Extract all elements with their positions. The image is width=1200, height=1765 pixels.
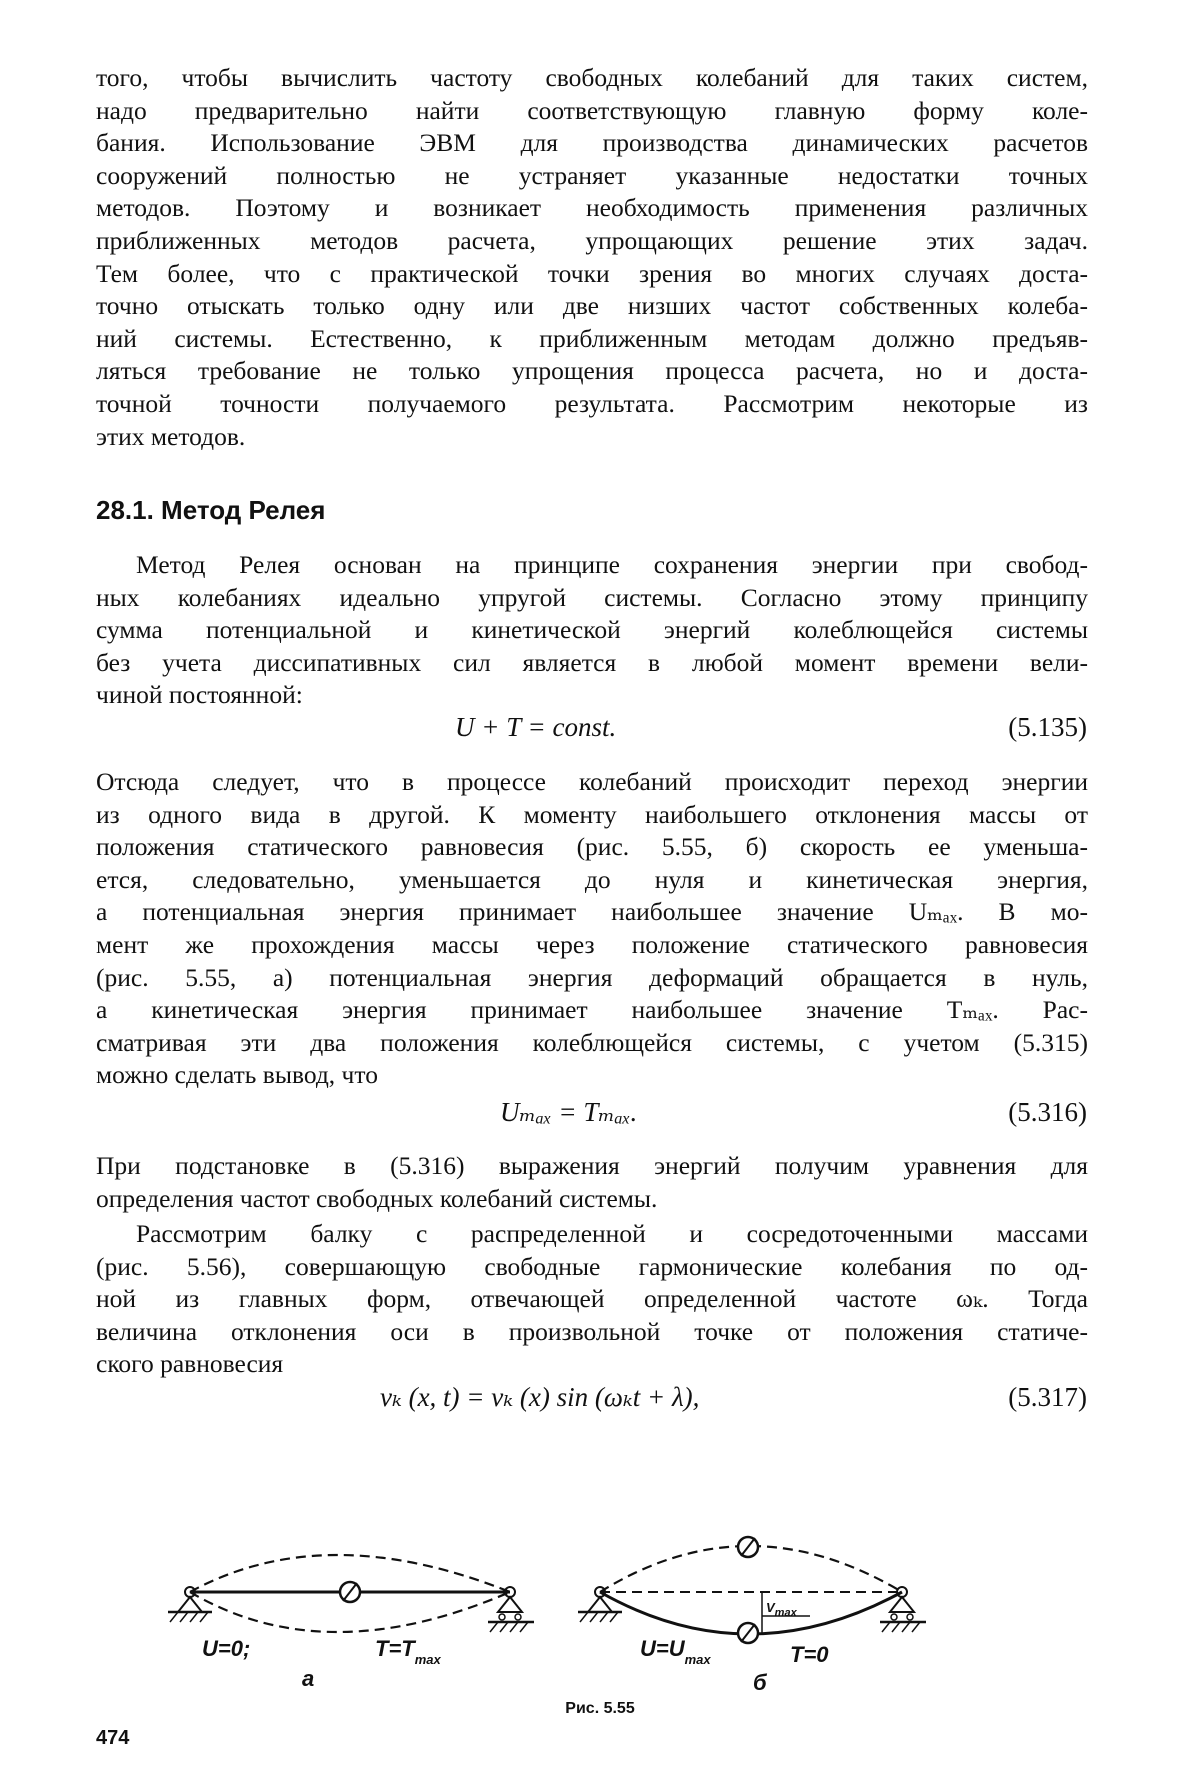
section-heading: 28.1. Метод Релея [96, 495, 326, 525]
text-line: приближенных методов расчета, упрощающих решение этих задач. [96, 225, 1088, 255]
text-line: ний системы. Естественно, к приближенным методам должно предъяв- [96, 323, 1088, 353]
text-line: ной из главных форм, отвечающей определенной частоте ωₖ. Тогда [96, 1284, 1088, 1314]
text-line: ется, следовательно, уменьшается до нуля и кинетическая энергия, [96, 864, 1088, 894]
text-line: того, чтобы вычислить частоту свободных колебаний для таких систем, [96, 63, 1088, 92]
text-line: положения статического равновесия (рис. 5.55, б) скорость ее уменьша- [96, 832, 1088, 862]
rayleigh-paragraph-3 [96, 1150, 1088, 1215]
text-line: без учета диссипативных сил является в любой момент времени вели- [96, 647, 1088, 677]
label-vmax: $V_{max}$ [766, 1600, 797, 1619]
text-line: а кинетическая энергия принимает наибольшее значение Tₘₐₓ. Рас- [96, 995, 1088, 1025]
text-line: Отсюда следует, что в процессе колебаний происходит переход энергии [96, 767, 1088, 796]
text-line: чиной постоянной: [96, 680, 303, 710]
equation-5-317: vₖ (x, t) = vₖ (x) sin (ωₖt + λ), [380, 1382, 700, 1412]
text-line: надо предварительно найти соответствующую главную форму коле- [96, 95, 1088, 125]
label-b: б [753, 1670, 767, 1695]
text-line: ляться требование не только упрощения процесса расчета, но и доста- [96, 356, 1088, 386]
mass-b-lower-icon [738, 1623, 758, 1643]
text-line: Метод Релея основан на принципе сохранения энергии при свобод- [136, 550, 1088, 579]
mass-b-upper-icon [738, 1537, 758, 1557]
text-line: (рис. 5.56), совершающую свободные гармонические колебания по од- [96, 1251, 1088, 1281]
figure-caption: Рис. 5.55 [565, 1700, 635, 1717]
pin-support-right-b-icon [880, 1587, 926, 1632]
rayleigh-paragraph-2 [96, 766, 1088, 1092]
text-line: точной точности получаемого результата. Рассмотрим некоторые из [96, 388, 1088, 418]
text-line: (рис. 5.55, а) потенциальная энергия деформаций обращается в нуль, [96, 962, 1088, 992]
intro-paragraph [96, 62, 1088, 453]
text-line: При подстановке в (5.316) выражения энергий получим уравнения для [96, 1151, 1088, 1180]
label-t-zero: T=0 [790, 1642, 829, 1667]
label-t-tmax: $T=T_{max}$ [375, 1636, 441, 1667]
text-line: сооружений полностью не устраняет указанные недостатки точных [96, 160, 1088, 190]
text-line: величина отклонения оси в произвольной точке от положения статиче- [96, 1316, 1088, 1346]
equation-5-316: Uₘₐₓ = Tₘₐₓ. [500, 1097, 638, 1127]
text-line: определения частот свободных колебаний системы. [96, 1183, 658, 1213]
text-line: ных колебаниях идеально упругой системы. Согласно этому принципу [96, 582, 1088, 612]
text-line: сматривая эти два положения колеблющейся системы, с учетом (5.315) [96, 1027, 1088, 1057]
text-line: мент же прохождения массы через положение статического равновесия [96, 929, 1088, 959]
page-number: 474 [96, 1727, 130, 1749]
diagram-b [578, 1537, 926, 1643]
text-line: этих методов. [96, 421, 246, 451]
diagram-a [168, 1555, 534, 1632]
text-line: Тем более, что с практической точки зрения во многих случаях доста- [96, 258, 1088, 288]
equation-number-5-316: (5.316) [1008, 1097, 1087, 1127]
pin-support-right-a-icon [488, 1587, 534, 1632]
text-line: из одного вида в другой. К моменту наибольшего отклонения массы от [96, 799, 1088, 829]
mass-a-icon [340, 1582, 360, 1602]
text-line: точно отыскать только одну или две низших частот собственных колеба- [96, 291, 1088, 321]
label-u-umax: $U=U_{max}$ [640, 1636, 711, 1667]
text-line: а потенциальная энергия принимает наибольшее значение Uₘₐₓ. В мо- [96, 897, 1088, 927]
figure-beam-vibration [150, 1440, 1090, 1730]
equation-number-5-135: (5.135) [1008, 712, 1087, 742]
text-line: можно сделать вывод, что [96, 1060, 378, 1090]
text-line: бания. Использование ЭВМ для производства динамических расчетов [96, 128, 1088, 158]
equation-5-135: U + T = const. [455, 712, 617, 742]
rayleigh-paragraph-4 [96, 1218, 1088, 1381]
equation-number-5-317: (5.317) [1008, 1382, 1087, 1412]
rayleigh-paragraph-1 [96, 549, 1088, 712]
label-u-zero: U=0; [202, 1636, 251, 1661]
text-line: методов. Поэтому и возникает необходимость применения различных [96, 193, 1088, 223]
text-line: ского равновесия [96, 1349, 284, 1379]
text-line: сумма потенциальной и кинетической энергий колеблющейся системы [96, 615, 1088, 645]
label-a: а [302, 1666, 315, 1691]
text-line: Рассмотрим балку с распределенной и сосредоточенными массами [136, 1219, 1088, 1248]
